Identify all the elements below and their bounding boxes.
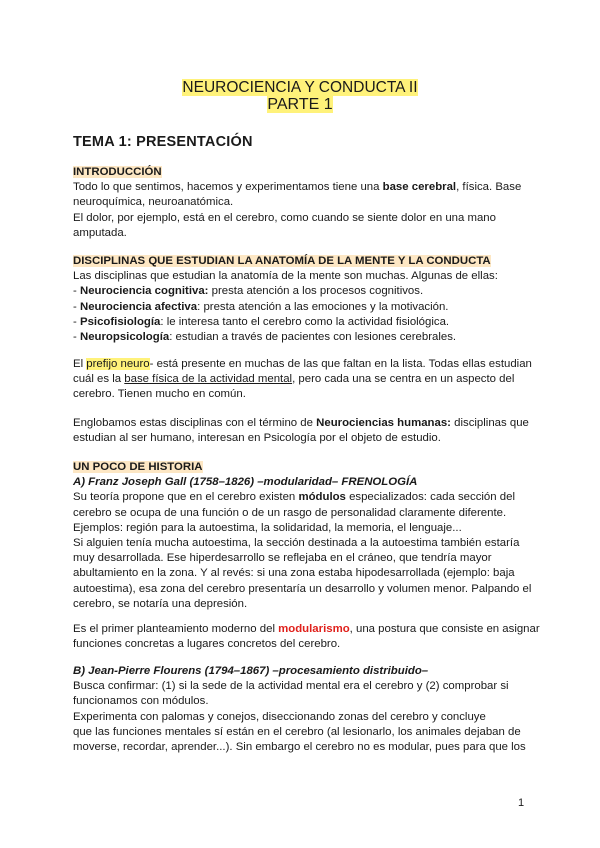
intro-line: neuroquímica, neuroanatómica. bbox=[73, 196, 234, 209]
document-title: NEUROCIENCIA Y CONDUCTA II bbox=[182, 79, 418, 96]
list-item: - Neurociencia afectiva: presta atención a las emociones y la motivación. bbox=[73, 300, 449, 313]
historia-section: UN POCO DE HISTORIA A) Franz Joseph Gall (1758–1826) –modularidad– FRENOLOGÍA Su teoría propone que en el cerebro existen módulos especializados: cada sección del cerebro se ocupa de una función o de un rasgo de personalidad claramente diferente. Ejemplos: región para la autoestima, la solidaridad, la memoria, el lenguaje... Si alguien tenía mucha autoestima, la sección destinada a la autoestima también estaría muy desarrollada. Ese hiperdesarrollo se reflejaba en el cráneo, que tendría mayor abultamiento en la zona. Y al revés: si una zona estaba hipodesarrollada (ejemplo: baja autoestima), esa zona del cerebro presentaría un desarrollo y volumen menor. Palpando el cerebro, se notaría una depresión. bbox=[73, 461, 532, 610]
flourens-section: B) Jean-Pierre Flourens (1794–1867) –procesamiento distribuido– Busca confirmar: (1) si la sede de la actividad mental era el cerebro y (2) comprobar si funcionamos con módulos. Experimenta con palomas y conejos, diseccionando zonas del cerebro y concluye que las funciones mentales sí están en el cerebro (al lesionarlo, los animales dejaban de moverse, recordar, aprender...). Sin embargo el cerebro no es modular, pues para que los bbox=[73, 664, 533, 755]
flourens-subheading: B) Jean-Pierre Flourens (1794–1867) –procesamiento distribuido– bbox=[73, 665, 429, 677]
disciplinas-section bbox=[73, 254, 533, 345]
intro-line: El dolor, por ejemplo, está en el cerebro, como cuando se siente dolor en una mano bbox=[73, 211, 496, 224]
list-item: - Neuropsicología: estudian a través de pacientes con lesiones cerebrales. bbox=[73, 331, 457, 344]
document-subtitle: PARTE 1 bbox=[267, 96, 333, 113]
gall-subheading: A) Franz Joseph Gall (1758–1826) –modularidad– FRENOLOGÍA bbox=[73, 476, 418, 489]
prefijo-highlight: prefijo neuro bbox=[86, 358, 150, 370]
historia-heading: UN POCO DE HISTORIA bbox=[73, 461, 203, 473]
neurociencias-paragraph: Englobamos estas disciplinas con el término de Neurociencias humanas: disciplinas que estudian al ser humano, interesan en Psicología por el objeto de estudio. bbox=[73, 417, 529, 445]
underlined-phrase: base física de la actividad mental bbox=[124, 373, 293, 386]
list-item: - Neurociencia cognitiva: presta atención a los procesos cognitivos. bbox=[73, 285, 424, 298]
prefijo-paragraph: El prefijo neuro- está presente en muchas de las que faltan en la lista. Todas ellas estudian cuál es la base física de la actividad mental, pero cada una se centra en un aspecto del cerebro. Tienen mucho en común. bbox=[73, 358, 532, 401]
disciplinas-intro: Las disciplinas que estudian la anatomía de la mente son muchas. Algunas de ellas: bbox=[73, 270, 498, 283]
intro-line: Todo lo que sentimos, hacemos y experimentamos tiene una base cerebral, física. Base bbox=[73, 181, 522, 194]
intro-section bbox=[73, 165, 533, 241]
intro-heading: INTRODUCCIÓN bbox=[73, 166, 162, 178]
modularismo-term: modularismo bbox=[278, 623, 350, 635]
disciplinas-heading: DISCIPLINAS QUE ESTUDIAN LA ANATOMÍA DE LA MENTE Y LA CONDUCTA bbox=[73, 255, 491, 267]
modularismo-paragraph: Es el primer planteamiento moderno del modularismo, una postura que consiste en asignar funciones concretas a lugares concretos del cerebro. bbox=[73, 623, 540, 651]
page-number: 1 bbox=[518, 797, 525, 809]
section-title-tema-1: TEMA 1: PRESENTACIÓN bbox=[73, 134, 253, 150]
intro-line: amputada. bbox=[73, 226, 127, 239]
list-item: - Psicofisiología: le interesa tanto el cerebro como la actividad fisiológica. bbox=[73, 315, 450, 328]
